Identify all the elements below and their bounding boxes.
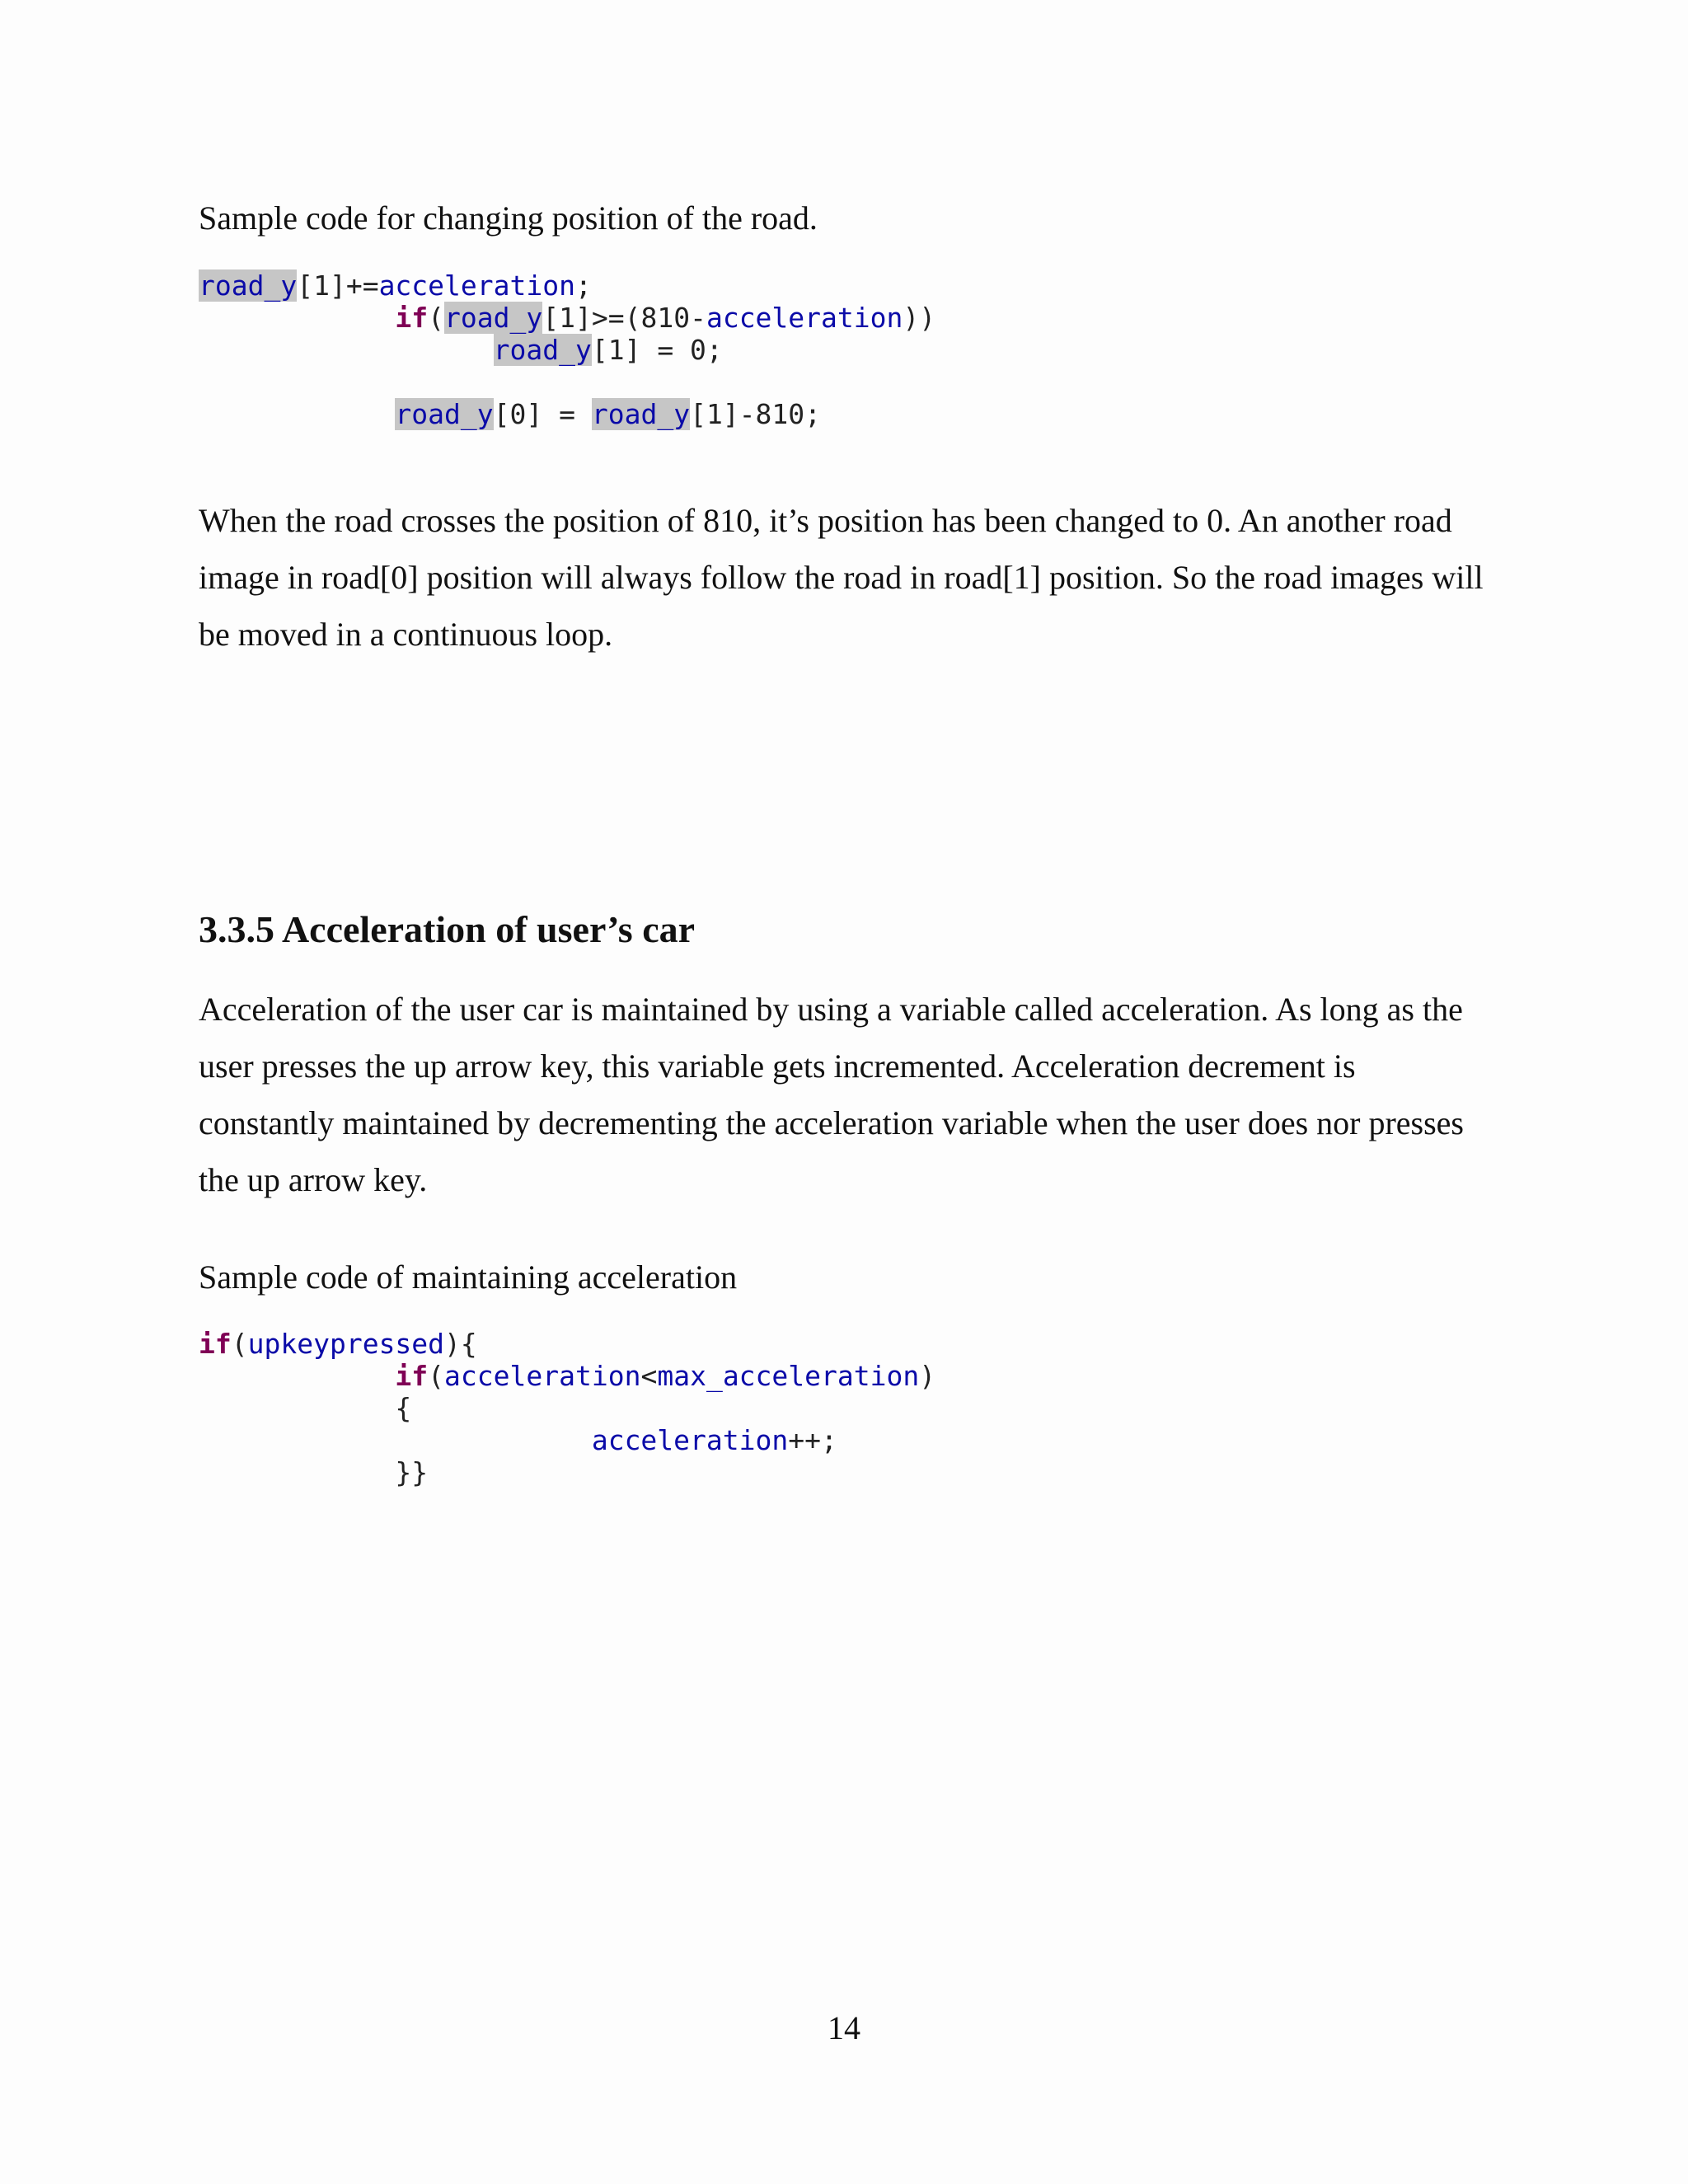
code-line: [199, 302, 935, 334]
code-token: [199, 1424, 592, 1456]
text-line: When the road crosses the position of 810, it’s position has been changed to 0. An another road: [199, 502, 1452, 539]
text-line: image in road[0] position will always follow the road in road[1] position. So the road images will: [199, 559, 1484, 596]
code-token: <: [640, 1360, 658, 1392]
code-token: ;: [574, 269, 592, 302]
code-token: [0] =: [493, 398, 592, 430]
code-identifier: road_y: [444, 302, 543, 334]
code-identifier: acceleration: [378, 269, 575, 302]
code-token: (: [428, 302, 445, 334]
text-line: the up arrow key.: [199, 1161, 428, 1198]
text-line: user presses the up arrow key, this variable gets incremented. Acceleration decrement is: [199, 1047, 1356, 1085]
page-number: 14: [828, 2009, 860, 2046]
code-line: [199, 1360, 935, 1392]
code-token: )): [903, 302, 936, 334]
code-block-acceleration: [199, 1328, 935, 1488]
code-keyword: if: [395, 1360, 429, 1392]
code-line: [199, 269, 935, 302]
code-line: [199, 1424, 935, 1456]
code-identifier: upkeypressed: [247, 1328, 445, 1360]
code-token: }}: [395, 1456, 429, 1488]
code-identifier: road_y: [591, 398, 691, 430]
code-keyword: if: [395, 302, 429, 334]
code-identifier: acceleration: [444, 1360, 641, 1392]
code-line: [199, 398, 935, 430]
code-line: [199, 1456, 935, 1488]
code-token: {: [395, 1392, 412, 1424]
code-line: [199, 1392, 935, 1424]
text-line: constantly maintained by decrementing the acceleration variable when the user does nor presses: [199, 1104, 1464, 1141]
code-token: ): [919, 1360, 936, 1392]
code-identifier: max_acceleration: [657, 1360, 920, 1392]
code-caption-2: Sample code of maintaining acceleration: [199, 1258, 738, 1296]
code-block-road-position: [199, 269, 935, 430]
code-token: ++;: [788, 1424, 837, 1456]
code-token: [199, 334, 494, 366]
text-line: Acceleration of the user car is maintained by using a variable called acceleration. As long as the: [199, 991, 1463, 1028]
section-heading: 3.3.5 Acceleration of user’s car: [199, 908, 696, 950]
code-token: [199, 1392, 395, 1424]
code-identifier: acceleration: [591, 1424, 789, 1456]
code-token: [1]-810;: [690, 398, 822, 430]
code-identifier: road_y: [199, 269, 298, 302]
code-token: [199, 398, 395, 430]
code-line: [199, 366, 935, 398]
code-caption-1: Sample code for changing position of the road.: [199, 199, 818, 237]
code-token: [199, 1456, 395, 1488]
code-token: (: [428, 1360, 445, 1392]
code-identifier: acceleration: [706, 302, 903, 334]
code-token: [1]>=(810-: [542, 302, 706, 334]
code-token: [199, 302, 395, 334]
code-token: [1]+=: [297, 269, 379, 302]
code-keyword: if: [199, 1328, 232, 1360]
code-token: [199, 1360, 395, 1392]
code-token: [1] = 0;: [591, 334, 723, 366]
code-line: [199, 334, 935, 366]
code-line: [199, 1328, 935, 1360]
text-line: be moved in a continuous loop.: [199, 616, 613, 653]
code-token: (: [231, 1328, 248, 1360]
code-identifier: road_y: [395, 398, 494, 430]
code-identifier: road_y: [493, 334, 592, 366]
paragraph-road-loop: [199, 492, 1534, 663]
paragraph-acceleration: [199, 981, 1534, 1208]
code-token: ){: [444, 1328, 477, 1360]
